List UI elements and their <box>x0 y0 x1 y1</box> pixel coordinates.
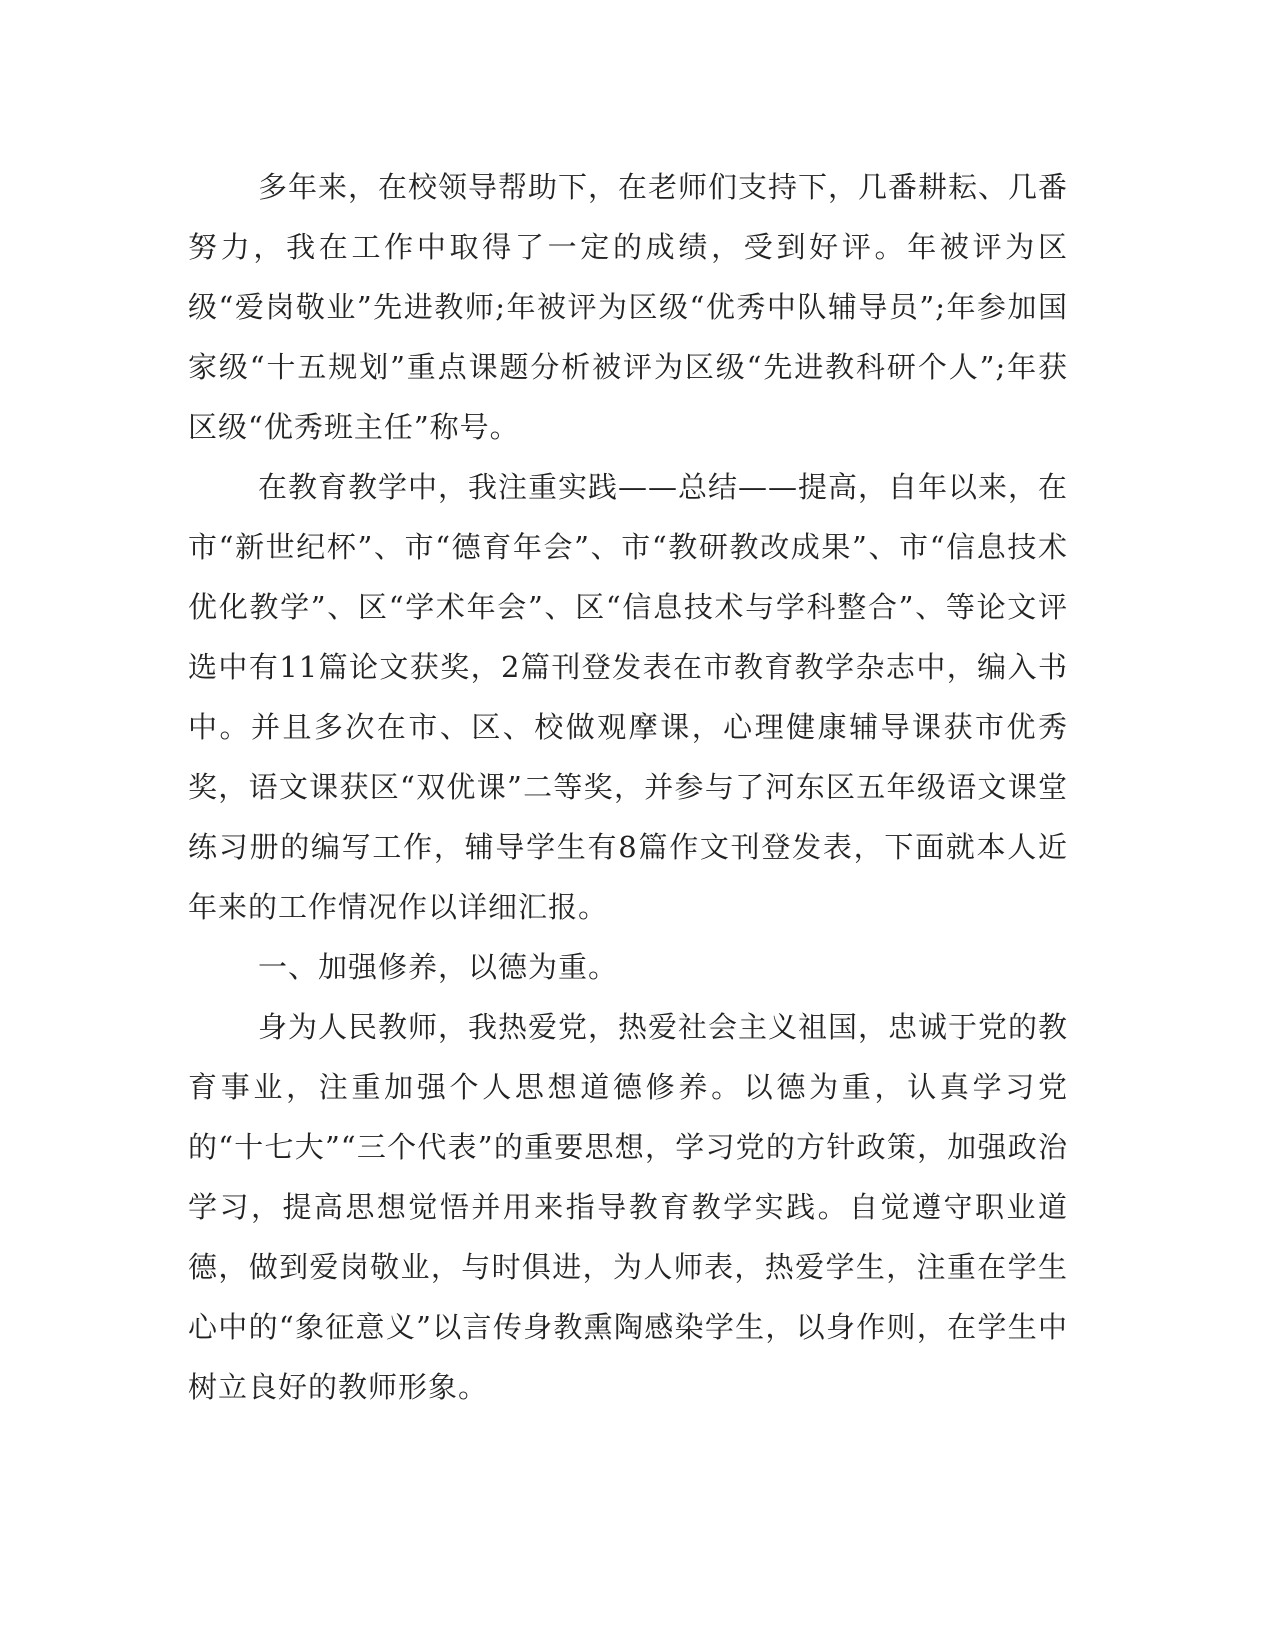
paragraph-morality: 身为人民教师，我热爱党，热爱社会主义祖国，忠诚于党的教育事业，注重加强个人思想道德修养。以德为重，认真学习党的“十七大”“三个代表”的重要思想，学习党的方针政策，加强政治学习，提高思想觉悟并用来指导教育教学实践。自觉遵守职业道德，做到爱岗敬业，与时俱进，为人师表，热爱学生，注重在学生心中的“象征意义”以言传身教熏陶感染学生，以身作则，在学生中树立良好的教师形象。 <box>188 1010 1069 1404</box>
document-body <box>188 157 1068 1417</box>
paragraph-achievements: 多年来，在校领导帮助下，在老师们支持下，几番耕耘、几番努力，我在工作中取得了一定的成绩，受到好评。年被评为区级“爱岗敬业”先进教师;年被评为区级“优秀中队辅导员”;年参加国家级“十五规划”重点课题分析被评为区级“先进教科研个人”;年获区级“优秀班主任”称号。 <box>188 170 1069 444</box>
section-heading: 一、加强修养，以德为重。 <box>258 950 619 984</box>
paragraph-teaching-practice: 在教育教学中，我注重实践——总结——提高，自年以来，在市“新世纪杯”、市“德育年会”、市“教研教改成果”、市“信息技术优化教学”、区“学术年会”、区“信息技术与学科整合”、等论文评选中有11篇论文获奖，2篇刊登发表在市教育教学杂志中，编入书中。并且多次在市、区、校做观摩课，心理健康辅导课获市优秀奖，语文课获区“双优课”二等奖，并参与了河东区五年级语文课堂练习册的编写工作，辅导学生有8篇作文刊登发表，下面就本人近年来的工作情况作以详细汇报。 <box>188 470 1069 924</box>
